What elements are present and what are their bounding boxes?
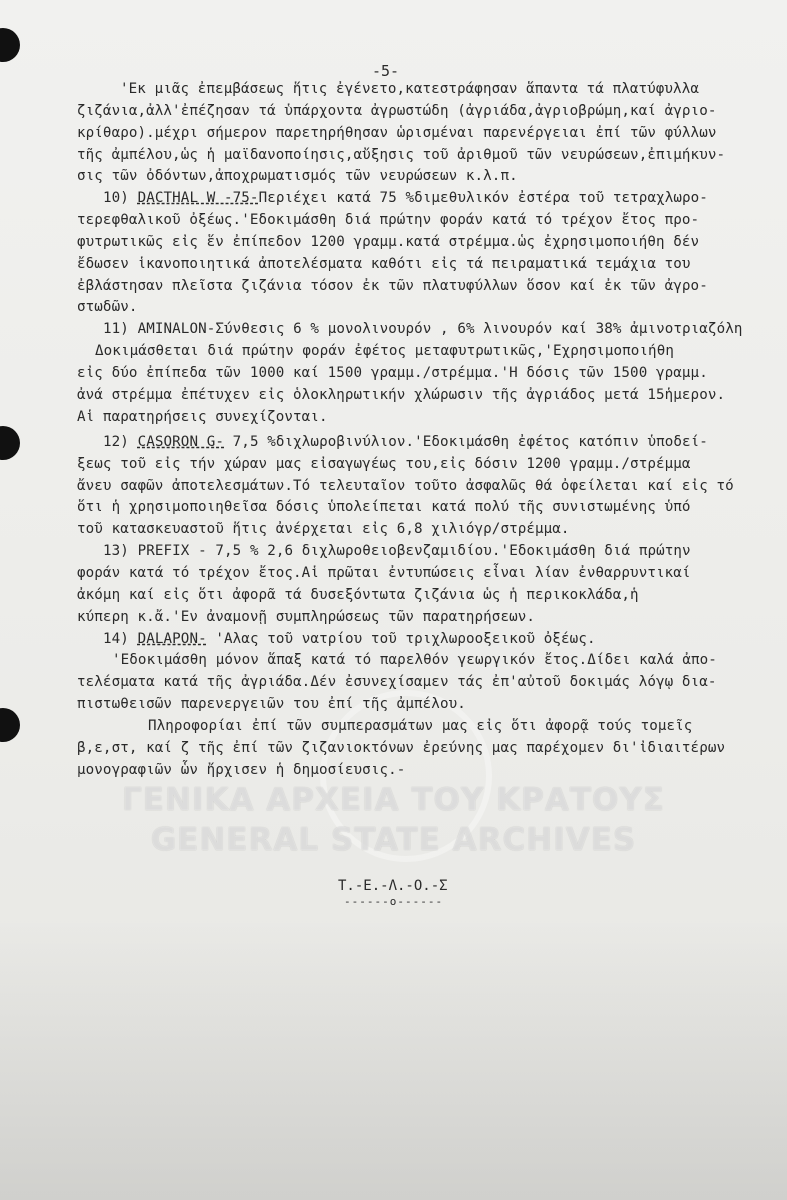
text-line: τελέσματα κατά τῆς ἀγριάδα.Δέν ἐσυνεχίσαμεν τάς ἐπ'αὐτοῦ δοκιμάς λόγῳ δια-	[77, 674, 717, 690]
product-name: DACTHAL W -75-	[137, 190, 259, 206]
text-line: σις τῶν ὀδόντων,ἀποχρωματισμός τῶν νευρώσεων κ.λ.π.	[77, 168, 518, 184]
text-line: Πληροφορίαι ἐπί τῶν συμπερασμάτων μας εἰς ὅτι ἀφορᾷ τούς τομεῖς	[148, 718, 693, 734]
item-12-line	[103, 433, 708, 451]
text-line: φυτρωτικῶς εἰς ἕν ἐπίπεδον 1200 γραμμ.κατά στρέμμα.ὡς ἐχρησιμοποιήθη δέν	[77, 234, 700, 250]
item-number: 10)	[103, 190, 129, 206]
text-line: κρίθαρο).μέχρι σήμερον παρετηρήθησαν ὡρισμέναι παρενέργειαι ἐπί τῶν φύλλων	[77, 125, 717, 141]
item-14-line	[103, 630, 596, 648]
page-number: -5-	[372, 62, 400, 80]
watermark-greek: ΓΕΝΙΚΑ ΑΡΧΕΙΑ ΤΟΥ ΚΡΑΤΟΥΣ	[122, 782, 665, 818]
text-line: ἄνευ σαφῶν ἀποτελεσμάτων.Τό τελευταῖον τοῦτο ἀσφαλῶς θά ὀφείλεται καί εἰς τό	[77, 478, 734, 494]
punch-hole	[0, 708, 20, 742]
paper-aging-shadow	[0, 920, 787, 1200]
item-number: 12)	[103, 434, 129, 450]
product-name: PREFIX -	[137, 543, 207, 559]
text-line: στωδῶν.	[77, 299, 138, 315]
text-line: τοῦ κατασκευαστοῦ ἥτις ἀνέρχεται εἰς 6,8 χιλιόγρ/στρέμμα.	[77, 521, 570, 537]
text-line: τῆς ἀμπέλου,ὡς ἡ μαϊδανοποίησις,αὔξησις τοῦ ἀριθμοῦ τῶν νευρώσεων,ἐπιμήκυν-	[77, 147, 726, 163]
text-line: 'Εκ μιᾶς ἐπεμβάσεως ἥτις ἐγένετο,κατεστράφησαν ἅπαντα τά πλατύφυλλα	[120, 81, 699, 97]
text-line: κύπερη κ.ἄ.'Εν ἀναμονῇ συμπληρώσεως τῶν παρατηρήσεων.	[77, 609, 536, 625]
product-name: AMINALON-	[137, 321, 216, 337]
text-line: Αἱ παρατηρήσεις συνεχίζονται.	[77, 409, 328, 425]
item-text: 7,5 %διχλωροβινύλιον.'Εδοκιμάσθη ἐφέτος κατόπιν ὑποδεί-	[224, 434, 708, 450]
punch-hole	[0, 28, 20, 62]
watermark-english: GENERAL STATE ARCHIVES	[150, 822, 637, 858]
text-line: τερεφθαλικοῦ ὀξέως.'Εδοκιμάσθη διά πρώτην φοράν κατά τό τρέχον ἔτος προ-	[77, 212, 700, 228]
item-13-line	[103, 542, 691, 560]
text-line: ἔδωσεν ἱκανοποιητικά ἀποτελέσματα καθότι εἰς τά πειραματικά τεμάχια του	[77, 256, 691, 272]
text-line: β,ε,στ, καί ζ τῆς ἐπί τῶν ζιζανιοκτόνων ἐρεύνης μας παρέχομεν δι'ἰδιαιτέρων	[77, 740, 726, 756]
item-11-line	[103, 320, 743, 338]
item-number: 13)	[103, 543, 129, 559]
product-name: DALAPON-	[137, 631, 207, 647]
item-10-line	[103, 189, 708, 207]
item-text: 7,5 % 2,6 διχλωροθειοβενζαμιδίου.'Εδοκιμάσθη διά πρώτην	[206, 543, 691, 559]
end-mark: Τ.-Ε.-Λ.-Ο.-Σ	[338, 878, 448, 894]
text-line: 'Εδοκιμάσθη μόνον ἅπαξ κατά τό παρελθόν γεωργικόν ἔτος.Δίδει καλά ἀπο-	[112, 652, 717, 668]
text-line: ξεως τοῦ εἰς τήν χώραν μας εἰσαγωγέως του,εἰς δόσιν 1200 γραμμ./στρέμμα	[77, 456, 691, 472]
text-line: εἰς δύο ἐπίπεδα τῶν 1000 καί 1500 γραμμ./στρέμμα.'Η δόσις τῶν 1500 γραμμ.	[77, 365, 708, 381]
item-text: Περιέχει κατά 75 %διμεθυλικόν ἐστέρα τοῦ τετραχλωρο-	[258, 190, 708, 206]
item-number: 14)	[103, 631, 129, 647]
text-line: πιστωθεισῶν παρενεργειῶν του ἐπί τῆς ἀμπέλου.	[77, 696, 466, 712]
text-line: ἀκόμη καί εἰς ὅτι ἀφορᾶ τά δυσεξόντωτα ζιζάνια ὡς ἡ περικοκλάδα,ἡ	[77, 587, 639, 603]
text-line: φοράν κατά τό τρέχον ἔτος.Αἱ πρῶται ἐντυπώσεις εἶναι λίαν ἐνθαρρυντικαί	[77, 565, 691, 581]
end-rule: ------o------	[344, 895, 444, 908]
product-name: CASORON G-	[137, 434, 225, 450]
text-line: ὅτι ἡ χρησιμοποιηθεῖσα δόσις ὑπολείπεται κατά πολύ τῆς συνιστωμένης ὑπό	[77, 499, 691, 515]
punch-hole	[0, 426, 20, 460]
text-line: μονογραφιῶν ὧν ἤρχισεν ἡ δημοσίευσις.-	[77, 762, 406, 778]
item-text: Σύνθεσις 6 % μονολινουρόν , 6% λινουρόν καί 38% ἀμινοτριαζόλη	[215, 321, 743, 337]
item-text: 'Αλας τοῦ νατρίου τοῦ τριχλωροοξεικοῦ ὀξέως.	[206, 631, 596, 647]
text-line: ἐβλάστησαν πλεῖστα ζιζάνια τόσον ἐκ τῶν πλατυφύλλων ὅσον καί ἐκ τῶν ἀγρο-	[77, 278, 708, 294]
item-number: 11)	[103, 321, 129, 337]
text-line: Δοκιμάσθεται διά πρώτην φοράν ἐφέτος μεταφυτρωτικῶς,'Εχρησιμοποιήθη	[95, 343, 674, 359]
text-line: ζιζάνια,ἀλλ'ἐπέζησαν τά ὑπάρχοντα ἀγρωστώδη (ἀγριάδα,ἀγριοβρώμη,καί ἀγριο-	[77, 103, 717, 119]
text-line: ἀνά στρέμμα ἐπέτυχεν εἰς ὁλοκληρωτικήν χλώρωσιν τῆς ἀγριάδος μετά 15ἡμερον.	[77, 387, 726, 403]
